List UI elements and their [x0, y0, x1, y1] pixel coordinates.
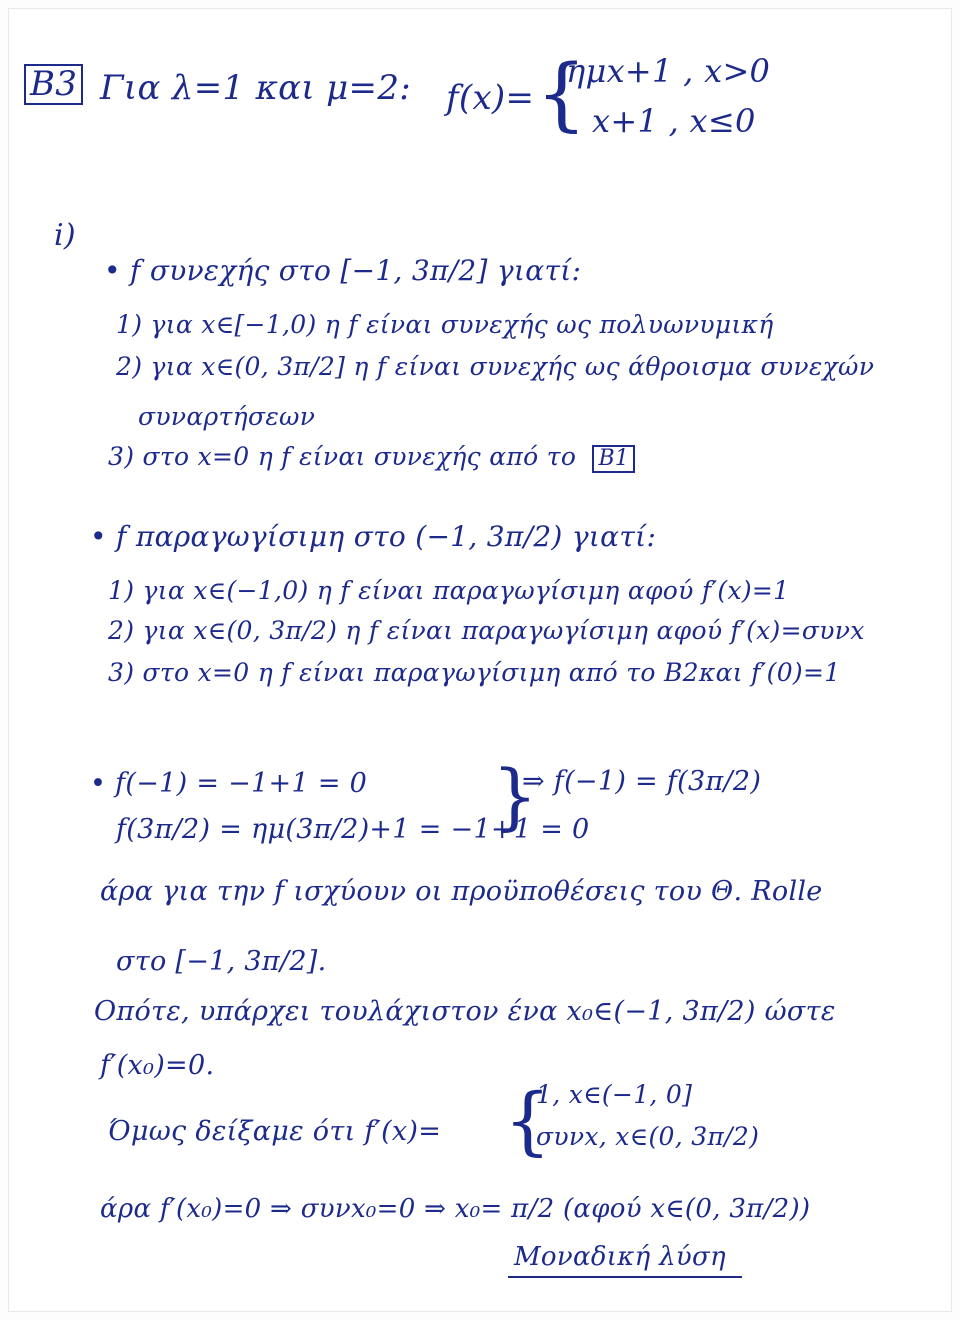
final-line: άρα f′(x₀)=0 ⇒ συνx₀=0 ⇒ x₀= π/2 (αφού x∈(0, 3π/2))	[100, 1194, 811, 1224]
unique-underline	[508, 1276, 742, 1278]
problem-label	[24, 64, 83, 105]
piece-case-2: x+1 , x≤0	[592, 102, 756, 140]
differentiability-item-1: 1) για x∈(−1,0) η f είναι παραγωγίσιμη αφού f′(x)=1	[108, 576, 790, 605]
right-brace: }	[492, 754, 538, 838]
derivative-case-1: 1, x∈(−1, 0]	[536, 1080, 693, 1109]
b1-box: B1	[592, 445, 635, 473]
continuity-item-3	[108, 442, 635, 473]
shown-line: Όμως δείξαμε ότι f′(x)=	[108, 1116, 442, 1147]
existence-line-2: f′(x₀)=0.	[100, 1050, 215, 1081]
differentiability-item-3: 3) στο x=0 η f είναι παραγωγίσιμη από το B2και f′(0)=1	[108, 658, 841, 687]
left-brace: {	[536, 47, 587, 140]
intro-text: Για λ=1 και μ=2:	[100, 68, 412, 108]
piece-case-1: ημx+1 , x>0	[566, 52, 771, 90]
derivative-brace: {	[504, 1078, 552, 1164]
handwritten-page	[8, 8, 952, 1312]
continuity-item-2b: συναρτήσεων	[138, 402, 316, 431]
part-label: i)	[54, 218, 76, 253]
continuity-item-3-text: 3) στο x=0 η f είναι συνεχής από το	[108, 442, 577, 471]
differentiability-item-2: 2) για x∈(0, 3π/2) η f είναι παραγωγίσιμη αφού f′(x)=συνx	[108, 616, 865, 645]
rolle-line-1: άρα για την f ισχύουν οι προϋποθέσεις του Θ. Rolle	[100, 876, 823, 907]
continuity-title: • f συνεχής στο [−1, 3π/2] γιατί:	[104, 254, 582, 287]
differentiability-title: • f παραγωγίσιμη στο (−1, 3π/2) γιατί:	[90, 520, 657, 553]
value-line-1: • f(−1) = −1+1 = 0	[90, 768, 368, 799]
derivative-case-2: συνx, x∈(0, 3π/2)	[536, 1122, 760, 1151]
function-name: f(x)=	[446, 78, 535, 118]
unique-solution: Μοναδική λύση	[514, 1242, 726, 1272]
continuity-item-1: 1) για x∈[−1,0) η f είναι συνεχής ως πολυωνυμική	[116, 310, 774, 339]
existence-line-1: Οπότε, υπάρχει τουλάχιστον ένα x₀∈(−1, 3π/2) ώστε	[94, 996, 836, 1027]
rolle-line-2: στο [−1, 3π/2].	[116, 946, 327, 977]
value-line-2: f(3π/2) = ημ(3π/2)+1 = −1+1 = 0	[116, 814, 590, 845]
continuity-item-2: 2) για x∈(0, 3π/2] η f είναι συνεχής ως άθροισμα συνεχών	[116, 352, 875, 381]
problem-box: B3	[24, 64, 83, 105]
value-conclusion: ⇒ f(−1) = f(3π/2)	[522, 766, 762, 797]
